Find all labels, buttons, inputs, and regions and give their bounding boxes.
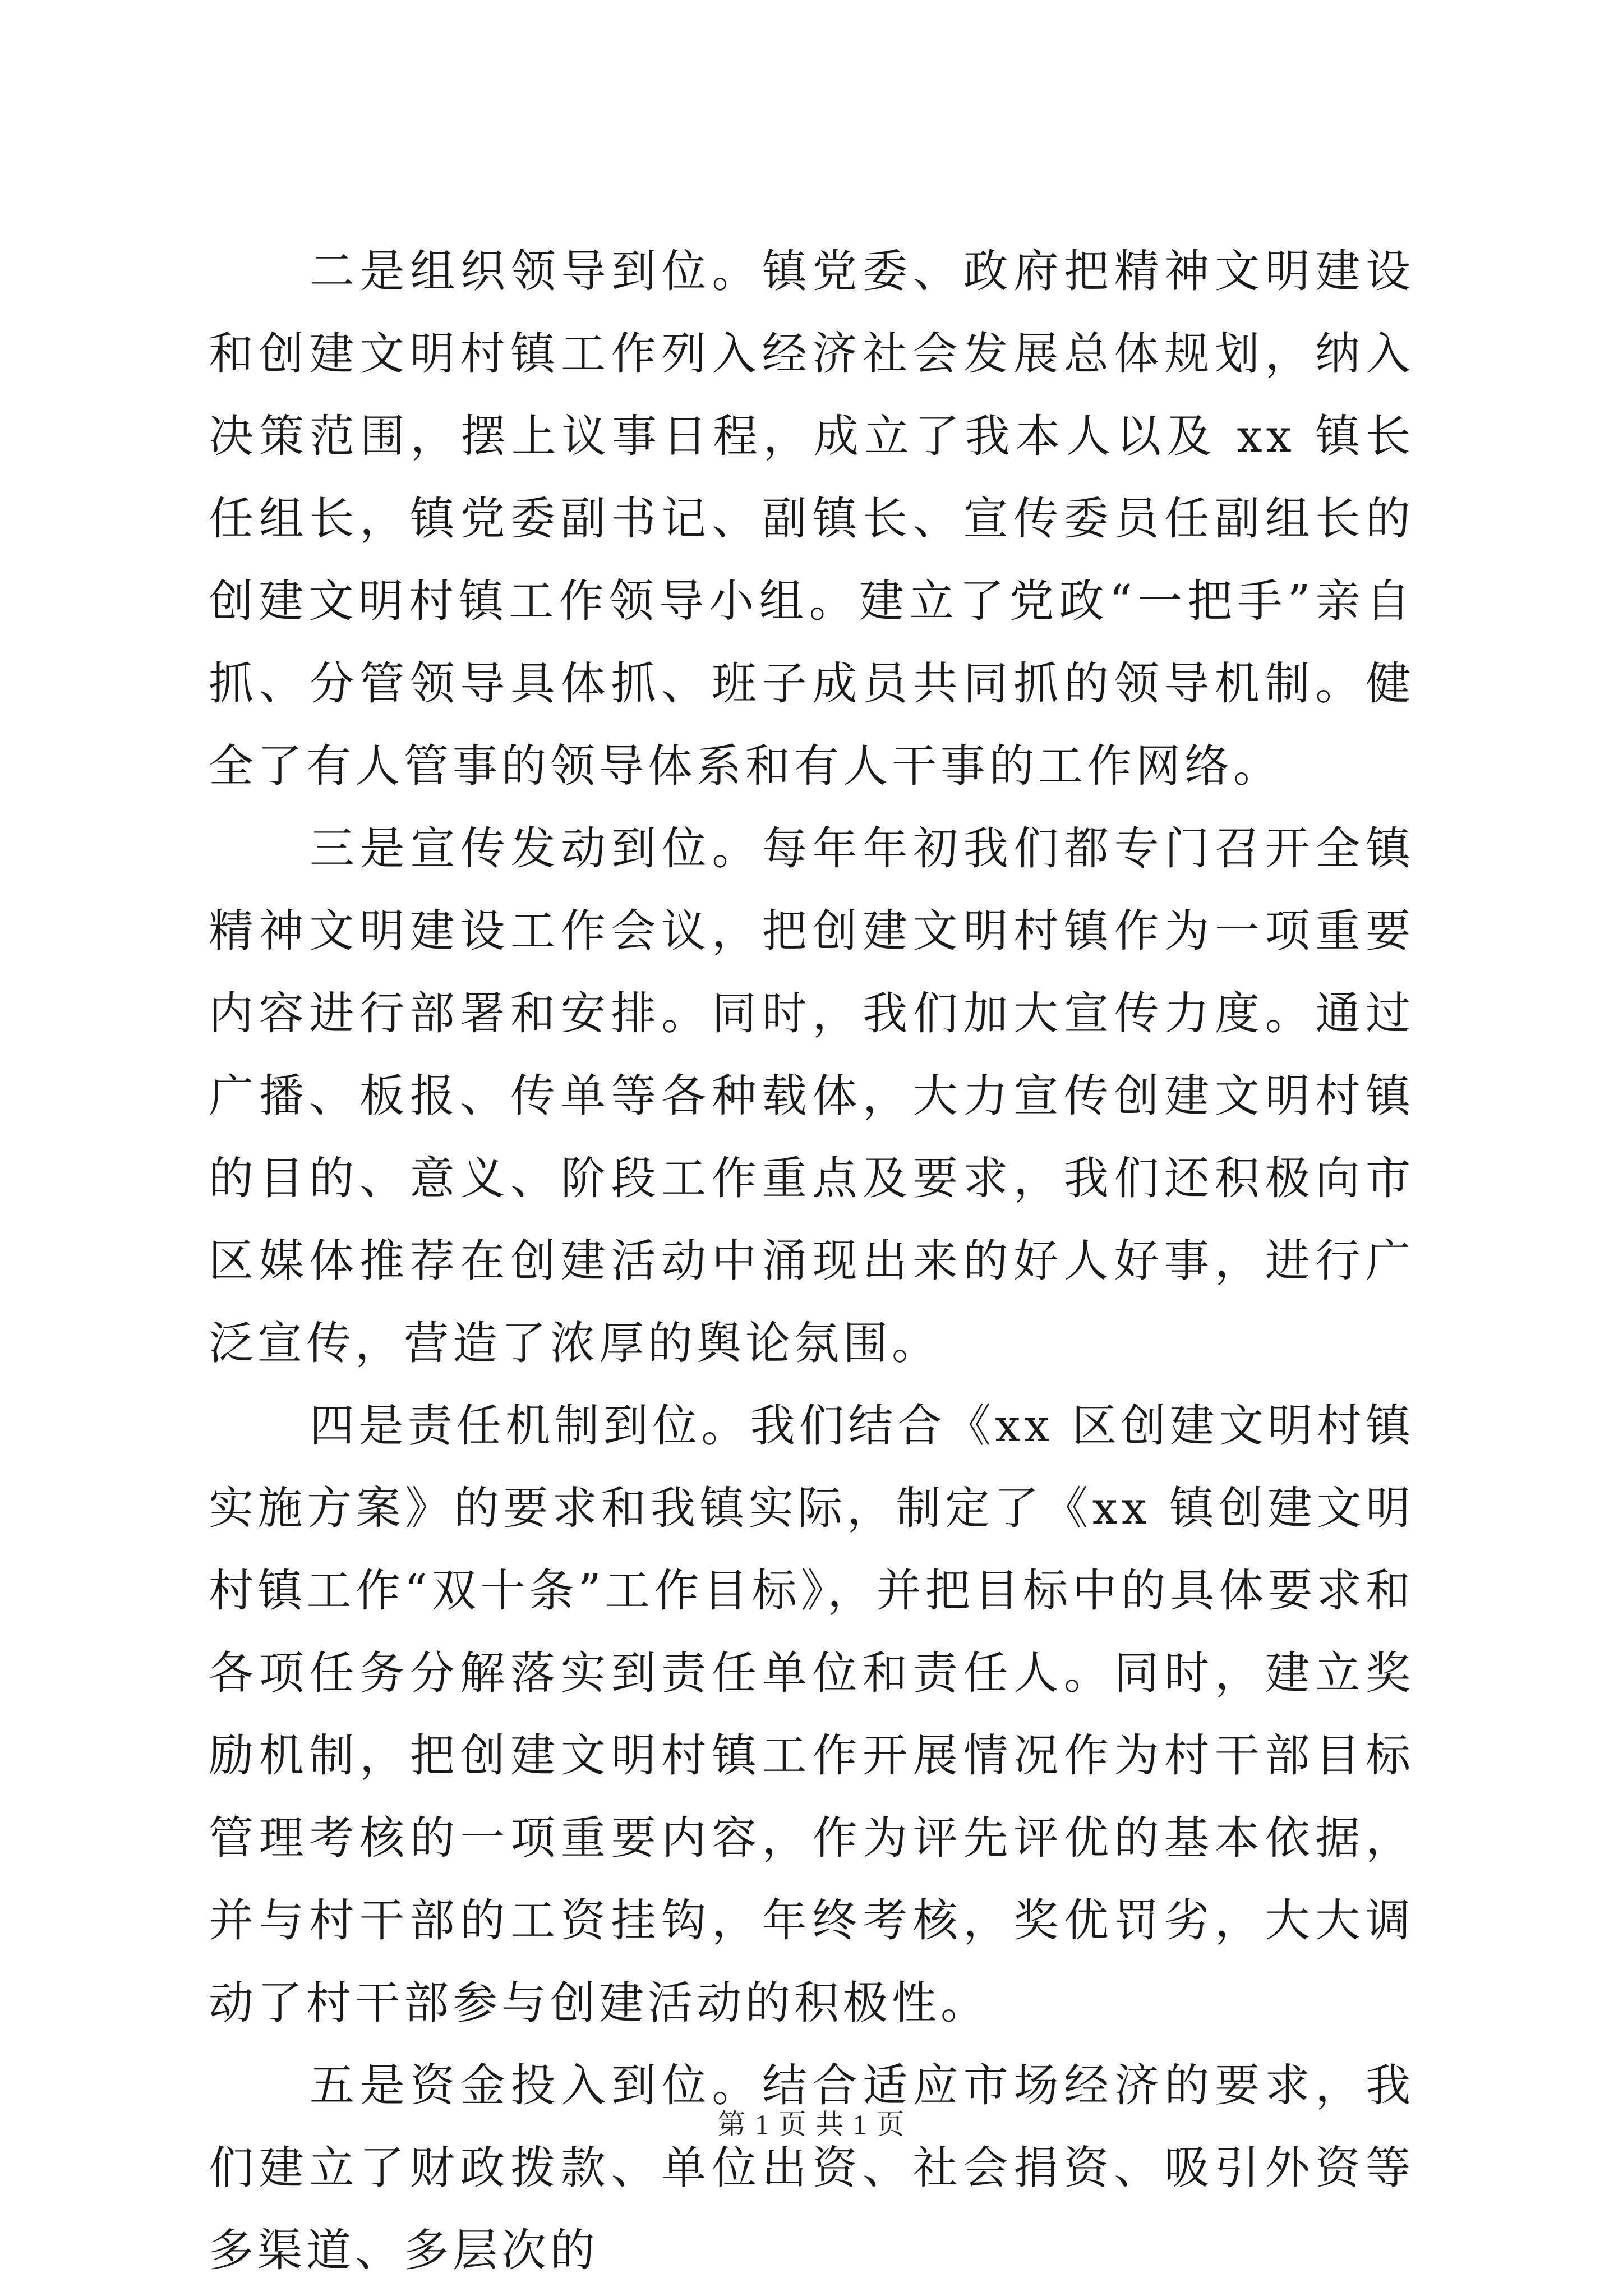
paragraph-responsibility-mechanism: 四是责任机制到位。我们结合《xx 区创建文明村镇实施方案》的要求和我镇实际，制定了《xx 镇创建文明村镇工作“双十条”工作目标》，并把目标中的具体要求和各项任务分解落实到责任单位和责任人。同时，建立奖励机制，把创建文明村镇工作开展情况作为村干部目标管理考核的一项重要内容，作为评先评优的基本依据，并与村干部的工资挂钩，年终考核，奖优罚劣，大大调动了村干部参与创建活动的积极性。: [209, 1400, 1414, 2029]
paragraph-organization-leadership: 二是组织领导到位。镇党委、政府把精神文明建设和创建文明村镇工作列入经济社会发展总体规划，纳入决策范围，摆上议事日程，成立了我本人以及 xx 镇长任组长，镇党委副书记、副镇长、宣传委员任副组长的创建文明村镇工作领导小组。建立了党政“一把手”亲自抓、分管领导具体抓、班子成员共同抓的领导机制。健全了有人管事的领导体系和有人干事的工作网络。: [209, 245, 1414, 792]
paragraph-publicity-mobilization: 三是宣传发动到位。每年年初我们都专门召开全镇精神文明建设工作会议，把创建文明村镇作为一项重要内容进行部署和安排。同时，我们加大宣传力度。通过广播、板报、传单等各种载体，大力宣传创建文明村镇的目的、意义、阶段工作重点及要求，我们还积极向市区媒体推荐在创建活动中涌现出来的好人好事，进行广泛宣传，营造了浓厚的舆论氛围。: [209, 822, 1414, 1369]
paragraph-funding-investment: 五是资金投入到位。结合适应市场经济的要求，我们建立了财政拨款、单位出资、社会捐资、吸引外资等多渠道、多层次的: [209, 2059, 1414, 2276]
document-body: [209, 230, 1414, 2292]
page-footer: 第 1 页 共 1 页: [717, 2109, 906, 2140]
